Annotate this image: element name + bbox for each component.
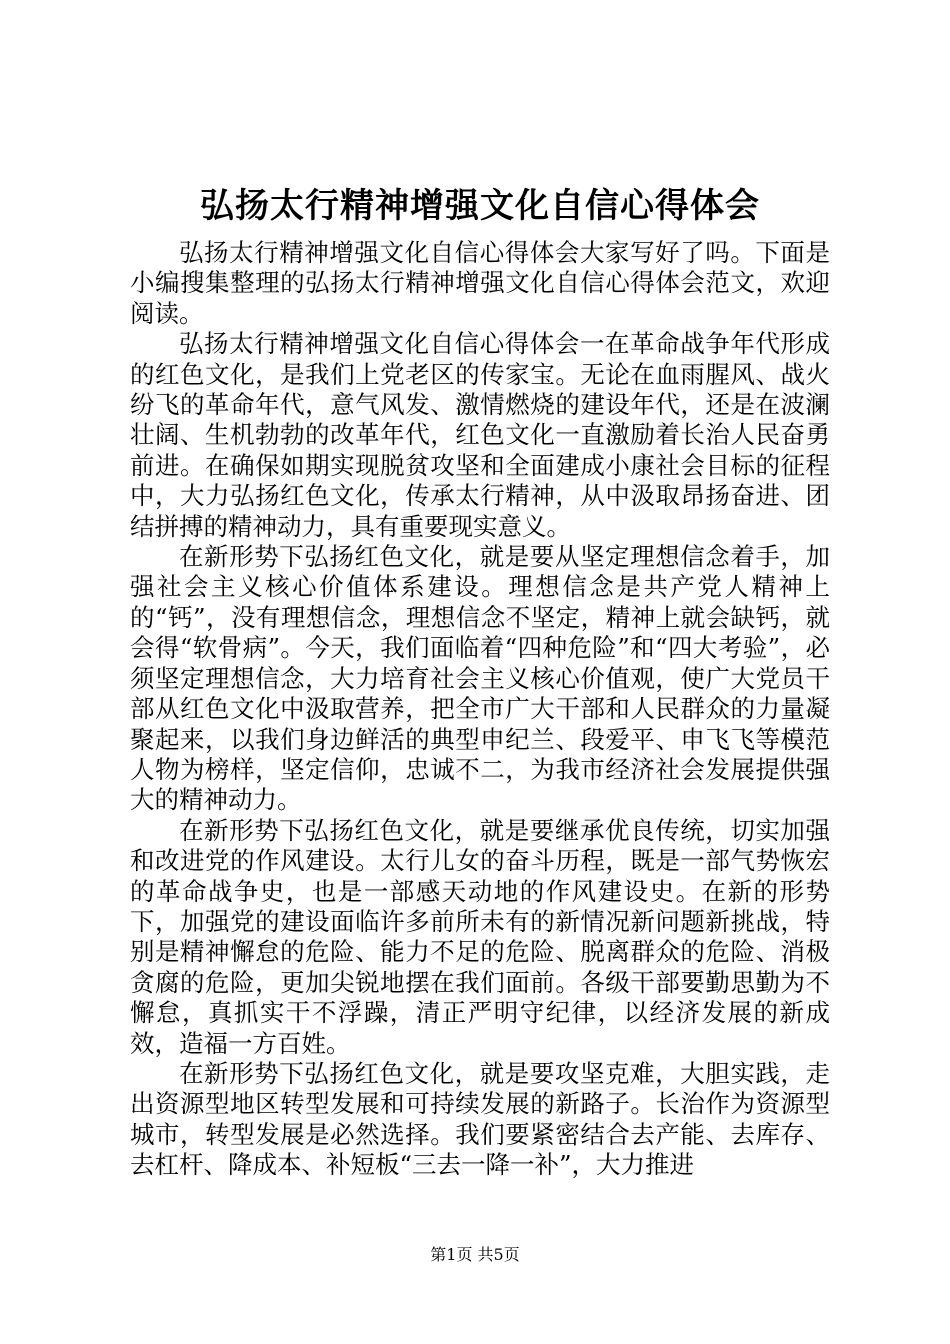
document-body <box>130 238 830 1181</box>
paragraph-ideals-beliefs: 在新形势下弘扬红色文化，就是要从坚定理想信念着手，加强社会主义核心价值体系建设。理想信念是共产党人精神上的“钙”，没有理想信念，理想信念不坚定，精神上就会缺钙，就会得“软骨病”。今天，我们面临着“四种危险”和“四大考验”，必须坚定理想信念，大力培育社会主义核心价值观，使广大党员干部从红色文化中汲取营养，把全市广大干部和人民群众的力量凝聚起来，以我们身边鲜活的典型申纪兰、段爱平、申飞飞等模范人物为榜样，坚定信仰，忠诚不二，为我市经济社会发展提供强大的精神动力。 <box>130 542 830 815</box>
paragraph-red-culture: 弘扬太行精神增强文化自信心得体会一在革命战争年代形成的红色文化，是我们上党老区的传家宝。无论在血雨腥风、战火纷飞的革命年代，意气风发、激情燃烧的建设年代，还是在波澜壮阔、生机勃勃的改革年代，红色文化一直激励着长治人民奋勇前进。在确保如期实现脱贫攻坚和全面建成小康社会目标的征程中，大力弘扬红色文化，传承太行精神，从中汲取昂扬奋进、团结拼搏的精神动力，具有重要现实意义。 <box>130 329 830 541</box>
paragraph-intro: 弘扬太行精神增强文化自信心得体会大家写好了吗。下面是小编搜集整理的弘扬太行精神增强文化自信心得体会范文，欢迎阅读。 <box>130 238 830 328</box>
page-number-footer: 第1页 共5页 <box>430 1245 520 1264</box>
document-title: 弘扬太行精神增强文化自信心得体会 <box>200 186 760 226</box>
paragraph-party-style: 在新形势下弘扬红色文化，就是要继承优良传统，切实加强和改进党的作风建设。太行儿女的奋斗历程，既是一部气势恢宏的革命战争史，也是一部感天动地的作风建设史。在新的形势下，加强党的建设面临许多前所未有的新情况新问题新挑战，特别是精神懈怠的危险、能力不足的危险、脱离群众的危险、消极贪腐的危险，更加尖锐地摆在我们面前。各级干部要勤思勤为不懈怠，真抓实干不浮躁，清正严明守纪律，以经济发展的新成效，造福一方百姓。 <box>130 815 830 1058</box>
paragraph-transformation: 在新形势下弘扬红色文化，就是要攻坚克难，大胆实践，走出资源型地区转型发展和可持续发展的新路子。长治作为资源型城市，转型发展是必然选择。我们要紧密结合去产能、去库存、去杠杆、降成本、补短板“三去一降一补”，大力推进 <box>130 1058 830 1180</box>
